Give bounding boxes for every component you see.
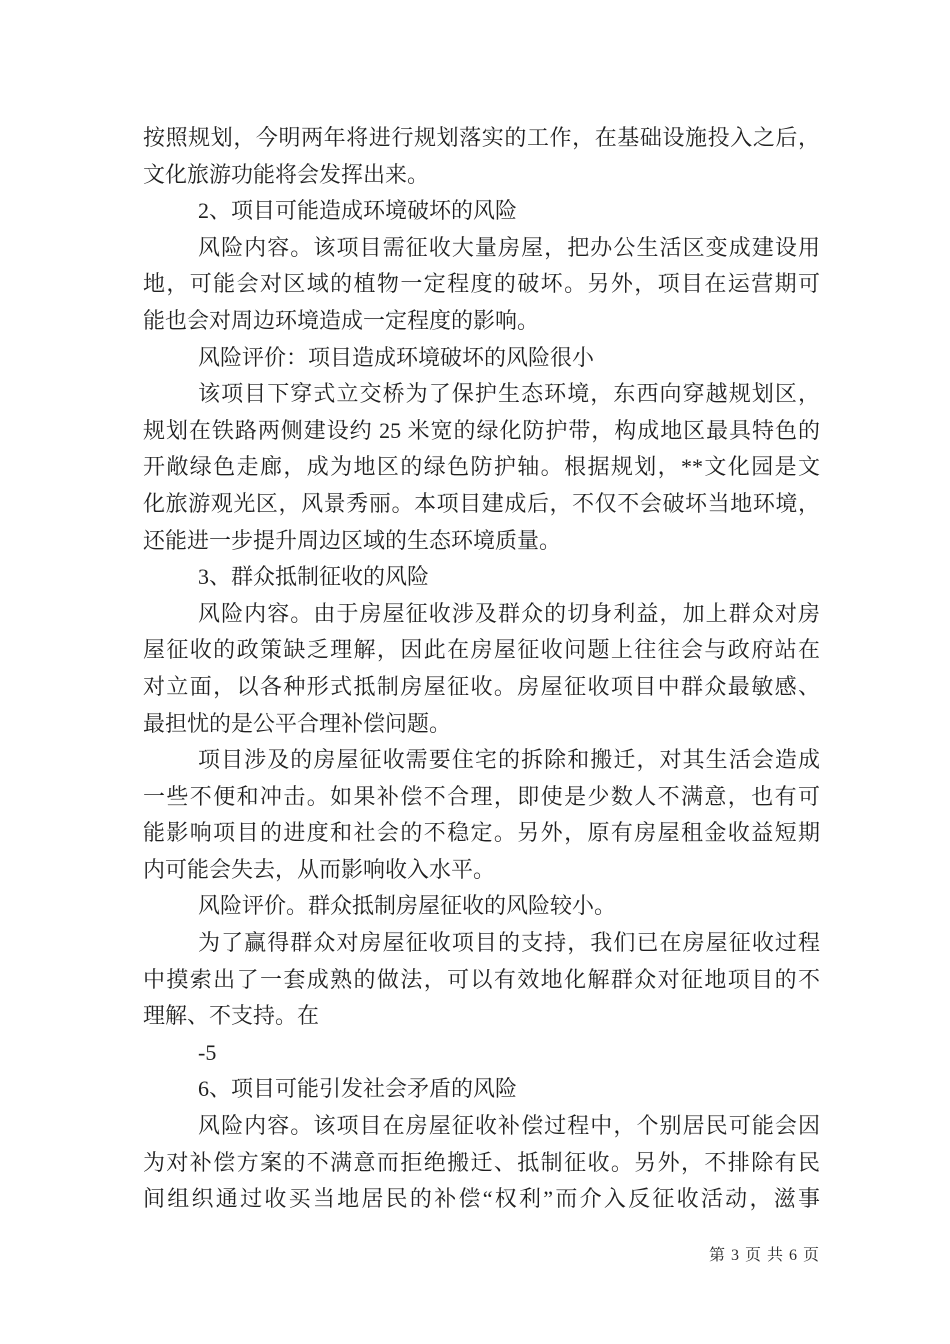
text-line: 内可能会失去，从而影响收入水平。	[143, 856, 496, 882]
page-number-indicator: 第 3 页 共 6 页	[708, 1247, 820, 1264]
text-line: 对立面，以各种形式抵制房屋征收。房屋征收项目中群众最敏感、	[143, 673, 820, 699]
text-line: 该项目下穿式立交桥为了保护生态环境，东西向穿越规划区，	[198, 381, 820, 407]
text-line: 开敞绿色走廊，成为地区的绿色防护轴。根据规划，**文化园是文	[143, 454, 820, 480]
text-line: 还能进一步提升周边区域的生态环境质量。	[143, 527, 562, 553]
text-line: 文化旅游功能将会发挥出来。	[143, 161, 430, 187]
text-line: 为对补偿方案的不满意而拒绝搬迁、抵制征收。另外，不排除有民	[143, 1149, 820, 1175]
document-body	[143, 120, 820, 1218]
text-line: 项目涉及的房屋征收需要住宅的拆除和搬迁，对其生活会造成	[198, 747, 820, 773]
page-footer	[143, 1246, 820, 1266]
text-line: 屋征收的政策缺乏理解，因此在房屋征收问题上往往会与政府站在	[143, 637, 820, 663]
text-line: 风险内容。该项目在房屋征收补偿过程中，个别居民可能会因	[198, 1113, 820, 1139]
text-line: 化旅游观光区，风景秀丽。本项目建成后，不仅不会破坏当地环境，	[143, 490, 820, 516]
text-line: 规划在铁路两侧建设约 25 米宽的绿化防护带，构成地区最具特色的	[143, 417, 820, 443]
text-line: 能也会对周边环境造成一定程度的影响。	[143, 307, 540, 333]
text-line: 为了赢得群众对房屋征收项目的支持，我们已在房屋征收过程	[198, 930, 820, 956]
text-line: 最担忧的是公平合理补偿问题。	[143, 710, 452, 736]
text-line: 风险评价：项目造成环境破坏的风险很小	[198, 344, 595, 370]
text-line: 理解、不支持。在	[143, 1003, 320, 1029]
text-line: 地，可能会对区域的植物一定程度的破坏。另外，项目在运营期可	[143, 271, 820, 297]
text-line: 按照规划，今明两年将进行规划落实的工作，在基础设施投入之后，	[143, 125, 820, 150]
text-line: 风险内容。该项目需征收大量房屋，把办公生活区变成建设用	[198, 234, 820, 260]
text-line: 2、项目可能造成环境破坏的风险	[198, 198, 518, 224]
text-line: 6、项目可能引发社会矛盾的风险	[198, 1076, 518, 1102]
text-line: 3、群众抵制征收的风险	[198, 564, 430, 590]
text-line: 中摸索出了一套成熟的做法，可以有效地化解群众对征地项目的不	[143, 966, 820, 992]
text-line: 间组织通过收买当地居民的补偿“权利”而介入反征收活动，滋事	[143, 1186, 820, 1212]
text-line: 能影响项目的进度和社会的不稳定。另外，原有房屋租金收益短期	[143, 820, 820, 846]
text-line: 风险内容。由于房屋征收涉及群众的切身利益，加上群众对房	[198, 600, 820, 626]
text-line: 一些不便和冲击。如果补偿不合理，即使是少数人不满意，也有可	[143, 783, 820, 809]
text-line: 风险评价。群众抵制房屋征收的风险较小。	[198, 893, 617, 919]
text-line: -5	[198, 1039, 217, 1065]
